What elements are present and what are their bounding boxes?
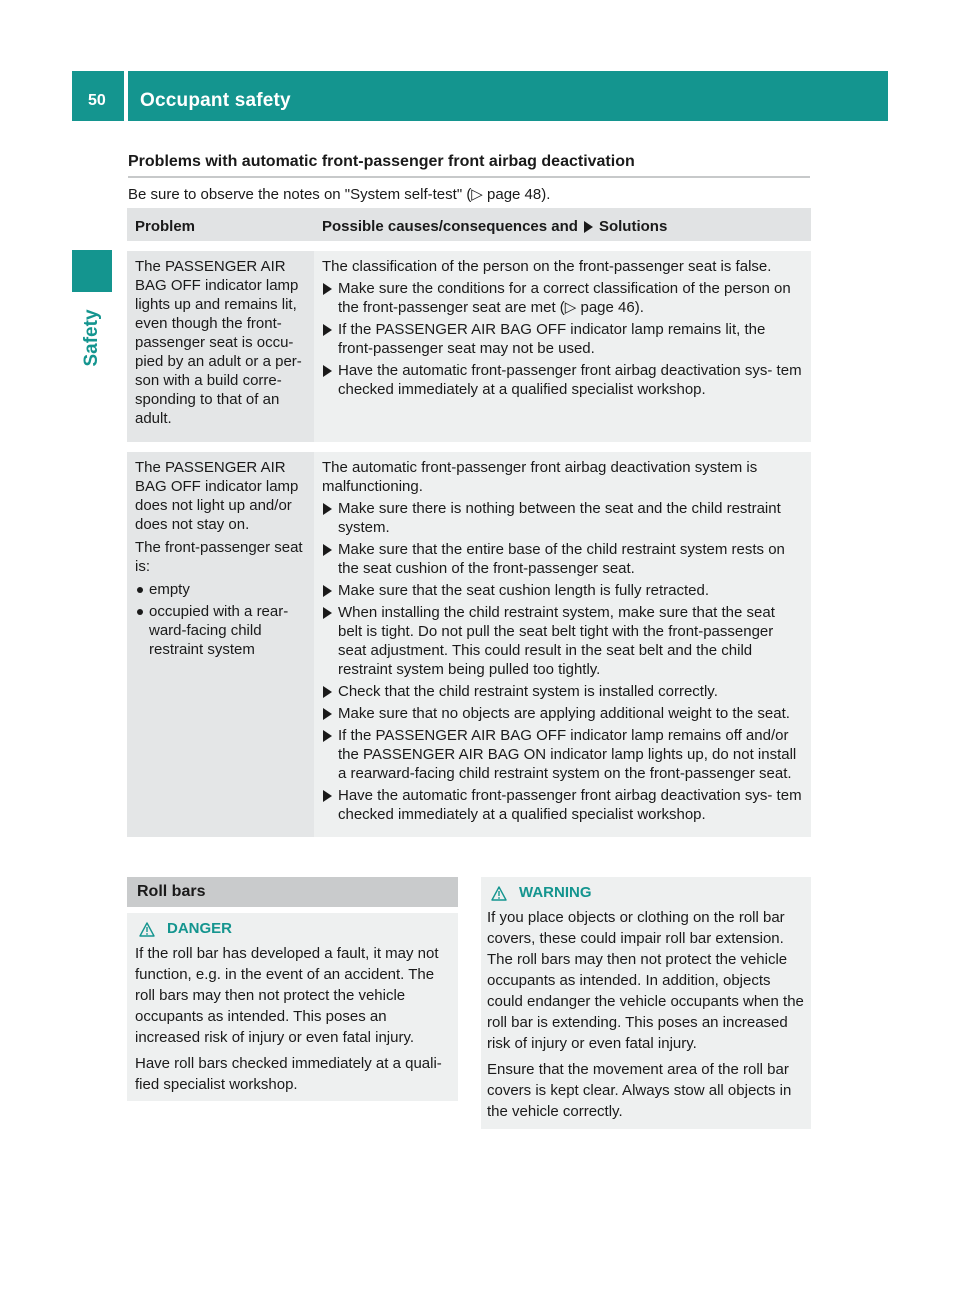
warning-triangle-icon — [139, 922, 155, 937]
warning-paragraph: If you place objects or clothing on the roll bar covers, these could impair roll bar extension. The roll bars may then not protect the vehicle occupants as intended. In addition, objects could endanger the vehicle occupants when the roll bar is extending. This poses an increased risk of injury or even fatal injury. — [487, 909, 804, 1052]
solution-step: Have the automatic front-passenger front airbag deactivation sys- tem checked immediately at a qualified specialist workshop. — [322, 361, 803, 399]
danger-paragraph: Have roll bars checked immediately at a quali- fied specialist workshop. — [135, 1055, 442, 1093]
chapter-title: Occupant safety — [128, 71, 888, 121]
problem-table — [127, 208, 811, 837]
side-tab-label: Safety — [81, 309, 102, 367]
solution-step: When installing the child restraint system, make sure that the seat belt is tight. Do not pull the seat belt tight with the front-passenger seat adjustment. This could result in the seat belt and the child restraint system being pulled too tightly. — [322, 603, 803, 679]
problem-text: The PASSENGER AIR BAG OFF indicator lamp lights up and remains lit, even though the front-passenger seat is occu- pied by an adult or a per- son with a build corre- sponding to that of an adult. — [135, 258, 302, 427]
danger-box — [127, 913, 458, 1101]
warning-title — [487, 883, 805, 903]
danger-paragraph: If the roll bar has developed a fault, it may not function, e.g. in the event of an accident. The roll bars may then not protect the vehicle occupants as intended. This poses an increased risk of injury or even fatal injury. — [135, 945, 439, 1046]
column-header-solutions-suffix: Solutions — [598, 218, 668, 235]
solution-cell — [314, 452, 811, 837]
warning-box — [481, 877, 811, 1129]
solution-step: Check that the child restraint system is installed correctly. — [322, 682, 803, 701]
solution-step: If the PASSENGER AIR BAG OFF indicator lamp remains lit, the front-passenger seat may not be used. — [322, 320, 803, 358]
solution-step: Make sure there is nothing between the seat and the child restraint system. — [322, 499, 803, 537]
cause-text: The automatic front-passenger front airbag deactivation system is malfunctioning. — [322, 459, 758, 495]
table-row — [127, 452, 811, 837]
solution-step: Make sure the conditions for a correct classification of the person on the front-passenger seat are met (▷ page 46). — [322, 279, 803, 317]
warning-title-text: WARNING — [519, 884, 592, 901]
solution-step: Have the automatic front-passenger front airbag deactivation sys- tem checked immediately at a qualified specialist workshop. — [322, 786, 803, 824]
section-intro: Be sure to observe the notes on "System self-test" (▷ page 48). — [128, 186, 551, 203]
problem-bullet: occupied with a rear- ward-facing child restraint system — [135, 602, 306, 659]
solution-step: Make sure that the entire base of the child restraint system rests on the seat cushion of the front-passenger seat. — [322, 540, 803, 578]
warning-paragraph: Ensure that the movement area of the roll bar covers is kept clear. Always stow all objects in the vehicle correctly. — [487, 1061, 792, 1120]
problem-extra: The front-passenger seat is: — [135, 539, 303, 575]
warning-triangle-icon — [491, 886, 507, 901]
section-title: Problems with automatic front-passenger front airbag deactivation — [128, 153, 635, 170]
problem-bullet: empty — [135, 580, 306, 599]
column-header-solutions — [314, 208, 811, 241]
action-arrow-icon — [584, 221, 593, 233]
column-header-problem: Problem — [135, 218, 196, 235]
problem-cell — [127, 251, 314, 442]
roll-bars-heading: Roll bars — [127, 877, 458, 907]
problem-cell — [127, 452, 314, 837]
section-divider — [128, 176, 810, 178]
column-header-solutions-text: Possible causes/consequences and — [322, 218, 578, 235]
side-tab-marker — [72, 250, 112, 292]
danger-title — [135, 919, 452, 939]
table-header — [127, 208, 811, 241]
solution-step: If the PASSENGER AIR BAG OFF indicator lamp remains off and/or the PASSENGER AIR BAG ON indicator lamp lights up, do not install a rearward-facing child restraint system on the front-passenger seat. — [322, 726, 803, 783]
side-tab — [66, 298, 118, 378]
table-row — [127, 251, 811, 442]
problem-text: The PASSENGER AIR BAG OFF indicator lamp does not light up and/or does not stay on. — [135, 459, 299, 533]
cause-text: The classification of the person on the front-passenger seat is false. — [322, 258, 772, 275]
solution-step: Make sure that no objects are applying additional weight to the seat. — [322, 704, 803, 723]
danger-title-text: DANGER — [167, 920, 233, 937]
solution-cell — [314, 251, 811, 442]
solution-step: Make sure that the seat cushion length is fully retracted. — [322, 581, 803, 600]
page-number: 50 — [72, 71, 124, 121]
